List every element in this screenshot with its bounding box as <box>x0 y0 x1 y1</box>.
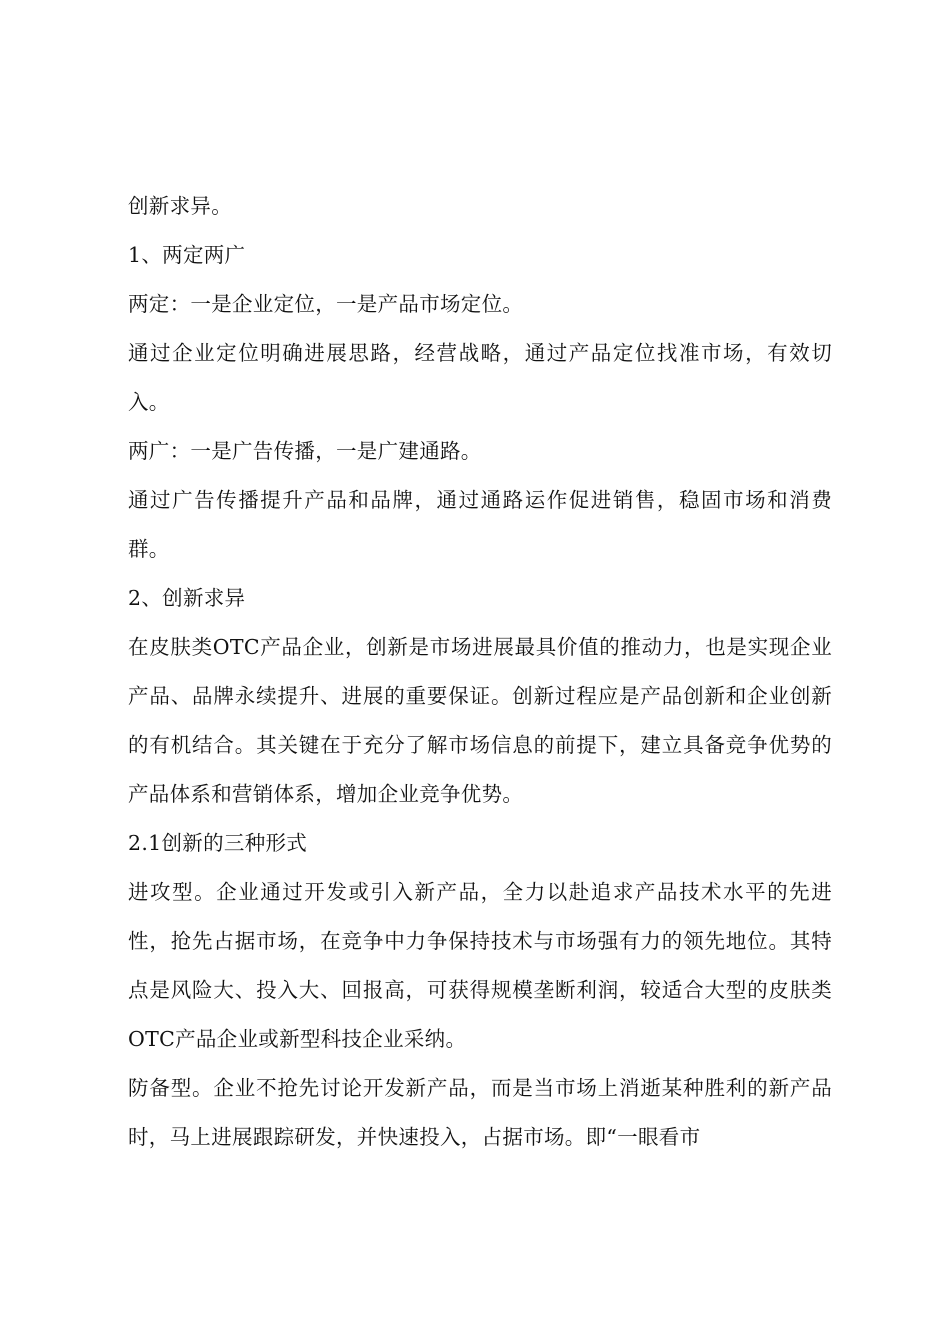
paragraph-intro-end: 创新求异。 <box>128 194 232 218</box>
paragraph-defensive-type: 防备型。企业不抢先讨论开发新产品，而是当市场上消逝某种胜利的新产品时，马上进展跟踪研发，并快速投入，占据市场。即“一眼看市 <box>128 1076 832 1149</box>
heading-two-positionings: 1、两定两广 <box>128 243 246 267</box>
heading-three-forms: 2.1创新的三种形式 <box>128 831 308 855</box>
paragraph-positioning-detail: 通过企业定位明确进展思路，经营战略，通过产品定位找准市场，有效切入。 <box>128 341 832 414</box>
paragraph-innovation: 在皮肤类OTC产品企业，创新是市场进展最具价值的推动力，也是实现企业产品、品牌永续提升、进展的重要保证。创新过程应是产品创新和企业创新的有机结合。其关键在于充分了解市场信息的前提下，建立具备竞争优势的产品体系和营销体系，增加企业竞争优势。 <box>128 635 832 806</box>
document-body <box>128 182 832 1162</box>
paragraph-two-broads: 两广：一是广告传播，一是广建通路。 <box>128 439 482 463</box>
paragraph-broads-detail: 通过广告传播提升产品和品牌，通过通路运作促进销售，稳固市场和消费群。 <box>128 488 832 561</box>
heading-innovation: 2、创新求异 <box>128 586 246 610</box>
paragraph-two-positionings: 两定：一是企业定位，一是产品市场定位。 <box>128 292 524 316</box>
paragraph-offensive-type: 进攻型。企业通过开发或引入新产品，全力以赴追求产品技术水平的先进性，抢先占据市场，在竞争中力争保持技术与市场强有力的领先地位。其特点是风险大、投入大、回报高，可获得规模垄断利润，较适合大型的皮肤类OTC产品企业或新型科技企业采纳。 <box>128 880 832 1051</box>
